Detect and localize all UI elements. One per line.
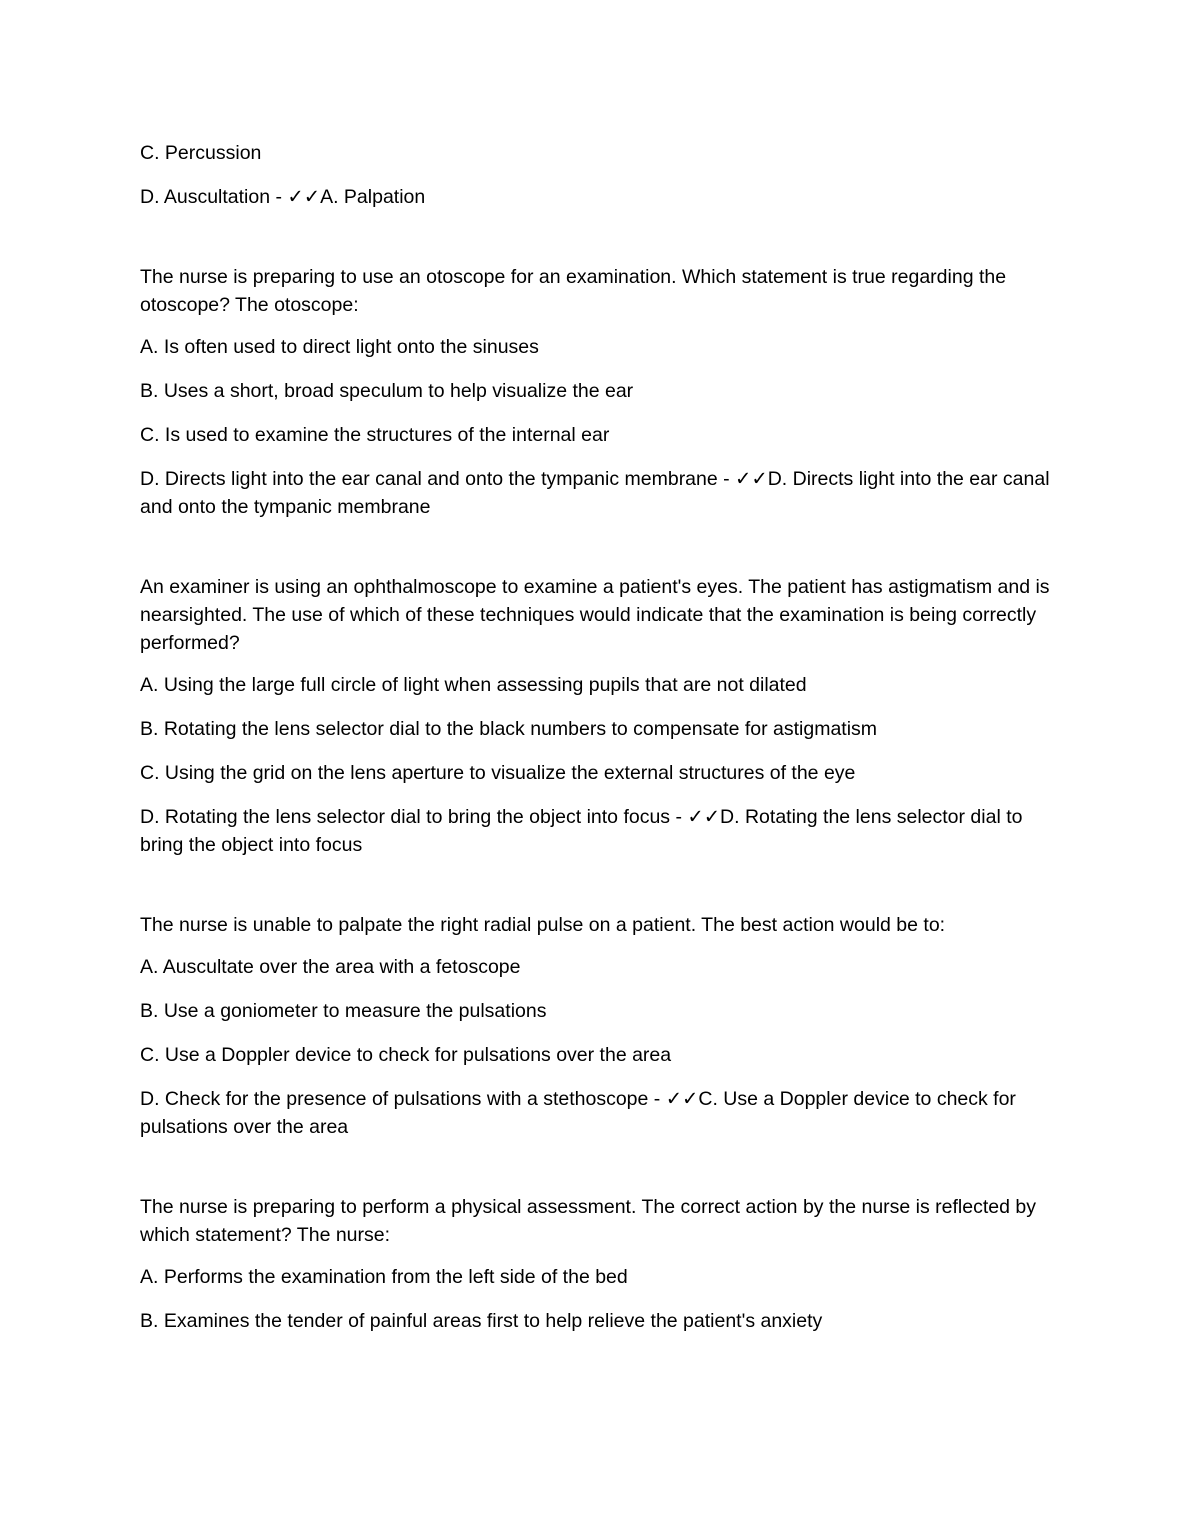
previous-question-tail [140, 139, 1070, 211]
question-stem: The nurse is preparing to perform a physical assessment. The correct action by the nurse is reflected by which statement? The nurse: [140, 1196, 1036, 1246]
question-ophthalmoscope [140, 573, 1070, 859]
option-d-with-answer: D. Rotating the lens selector dial to bring the object into focus - ✓✓D. Rotating the lens selector dial to bring the object into focus [140, 806, 1023, 856]
option-b: B. Examines the tender of painful areas first to help relieve the patient's anxiety [140, 1310, 823, 1332]
option-a: A. Performs the examination from the left side of the bed [140, 1266, 628, 1288]
answer-line: D. Auscultation - ✓✓A. Palpation [140, 186, 426, 208]
option-a: A. Is often used to direct light onto the sinuses [140, 336, 539, 358]
option-b: B. Rotating the lens selector dial to the black numbers to compensate for astigmatism [140, 718, 878, 740]
question-otoscope [140, 263, 1070, 521]
option-b: B. Use a goniometer to measure the pulsations [140, 1000, 547, 1022]
question-stem: The nurse is preparing to use an otoscope for an examination. Which statement is true regarding the otoscope? The otoscope: [140, 266, 1007, 316]
option-line: C. Percussion [140, 142, 262, 164]
question-stem: An examiner is using an ophthalmoscope to examine a patient's eyes. The patient has astigmatism and is nearsighted. The use of which of these techniques would indicate that the examination is being correctly performed? [140, 576, 1050, 654]
option-d-with-answer: D. Check for the presence of pulsations with a stethoscope - ✓✓C. Use a Doppler device to check for pulsations over the area [140, 1088, 1016, 1138]
option-c: C. Is used to examine the structures of the internal ear [140, 424, 610, 446]
option-a: A. Auscultate over the area with a fetoscope [140, 956, 521, 978]
option-c: C. Use a Doppler device to check for pulsations over the area [140, 1044, 672, 1066]
option-b: B. Uses a short, broad speculum to help visualize the ear [140, 380, 634, 402]
question-physical-assessment [140, 1193, 1070, 1335]
option-c: C. Using the grid on the lens aperture to visualize the external structures of the eye [140, 762, 856, 784]
option-d-with-answer: D. Directs light into the ear canal and onto the tympanic membrane - ✓✓D. Directs light into the ear canal and onto the tympanic membrane [140, 468, 1050, 518]
question-stem: The nurse is unable to palpate the right radial pulse on a patient. The best action would be to: [140, 914, 946, 936]
document-page [140, 139, 1070, 1387]
option-a: A. Using the large full circle of light when assessing pupils that are not dilated [140, 674, 807, 696]
question-radial-pulse [140, 911, 1070, 1141]
